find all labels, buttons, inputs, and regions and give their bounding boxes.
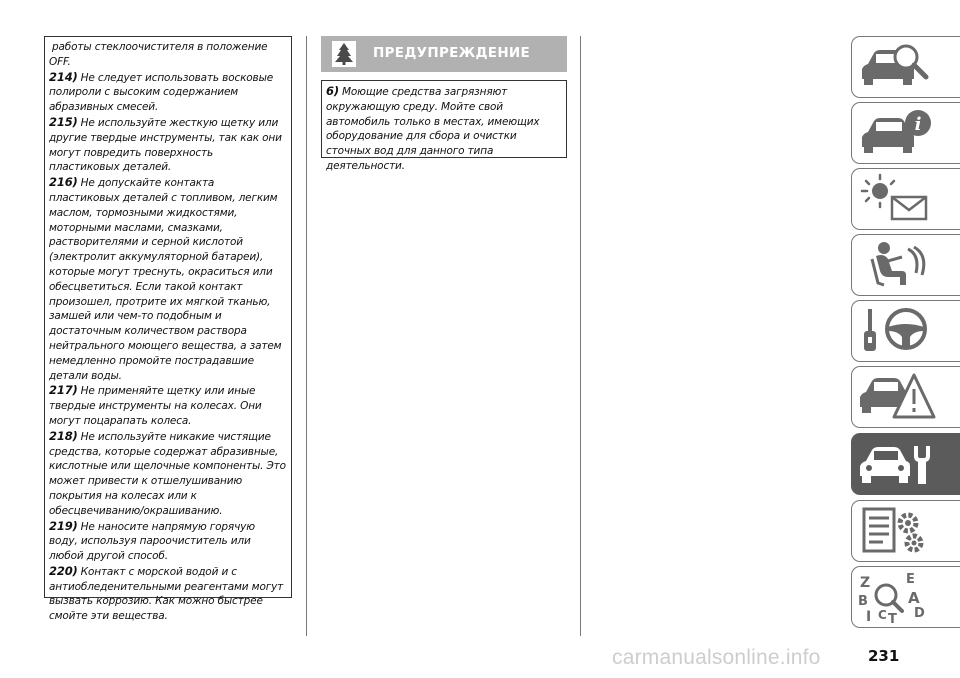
tab-emergency[interactable]: [851, 366, 960, 428]
alphabetical-index-icon: [858, 571, 934, 627]
tab-car-info[interactable]: [851, 102, 960, 164]
car-info-icon: [858, 107, 934, 159]
svg-text:i: i: [914, 114, 922, 135]
index-letter: D: [914, 606, 925, 621]
index-letter: I: [866, 609, 872, 625]
column-divider-left: [306, 36, 307, 636]
note-item: 215) Не используйте жесткую щетку или другие твердые инструменты, так как они могут повредить поверхность пластиковых деталей.: [49, 114, 282, 174]
index-letter: T: [888, 612, 897, 627]
tab-car-search[interactable]: [851, 36, 960, 98]
car-service-tools-icon: [858, 438, 934, 490]
note-item: 217) Не применяйте щетку или иные твердые инструменты на колесах. Они могут поцарапать колеса.: [49, 383, 262, 427]
note-item: 218) Не используйте никакие чистящие средства, которые содержат абразивные, кислотные или щелочные компоненты. Это может привести к отшелушиванию покрытия на колесах или к обесцвечиванию/окрашиванию.: [49, 428, 286, 517]
note-item: работы стеклоочистителя в положение OFF.: [49, 41, 268, 68]
note-item: 220) Контакт с морской водой и с антиобледенительными реагентами могут вызвать коррозию. Как можно быстрее смойте эти вещества.: [49, 563, 284, 623]
index-letter: Z: [860, 575, 871, 591]
note-item: 219) Не наносите напрямую горячую воду, используя пароочиститель или любой другой способ.: [49, 518, 255, 563]
note-item: 214) Не следует использовать восковые полироли с высоким содержанием абразивных смесей.: [49, 69, 274, 114]
warning-body: [321, 80, 567, 172]
warning-number: 6): [326, 84, 339, 98]
index-letter: C: [878, 608, 887, 622]
tree-icon: [332, 41, 356, 67]
key-steering-wheel-icon: [858, 305, 934, 357]
page-number: 231: [868, 647, 900, 665]
column-divider-right: [580, 36, 581, 636]
tab-warning-lights[interactable]: [851, 168, 960, 230]
tab-starting-driving[interactable]: [851, 300, 960, 362]
note-item: 216) Не допускайте контакта пластиковых деталей с топливом, легким маслом, тормозными жидкостями, моторными маслами, смазками, растворителями и серной кислотой (электролит аккумуляторной батареи), которые могут треснуть, окраситься или обесцветиться. Если такой контакт произошел, протрите их мягкой тканью, замшей или чем-то подобным и достаточным количеством раствора нейтрального моющего вещества, а затем немедленно промойте пострадавшие детали воды.: [49, 175, 282, 382]
car-warning-triangle-icon: [858, 371, 934, 423]
warning-title: ПРЕДУПРЕЖДЕНИЕ: [373, 45, 531, 61]
index-letter: B: [858, 594, 868, 609]
car-search-icon: [858, 41, 934, 93]
warning-light-message-icon: [858, 173, 934, 225]
index-letter: A: [908, 589, 920, 607]
warning-header: [321, 36, 567, 72]
specifications-gears-icon: [858, 505, 934, 557]
tab-safety[interactable]: [851, 234, 960, 296]
index-letter: E: [906, 572, 915, 587]
tab-technical-specifications[interactable]: [851, 500, 960, 562]
watermark: carmanualsonline.info: [612, 646, 821, 669]
tab-servicing-maintenance[interactable]: [851, 433, 960, 495]
notes-box: [44, 36, 292, 623]
warning-text: Моющие средства загрязняют окружающую среду. Мойте свой автомобиль только в местах, имеющих оборудование для сбора и очистки сточных вод для данного типа деятельности.: [326, 86, 540, 172]
tab-index[interactable]: [851, 566, 960, 628]
seat-airbag-icon: [858, 239, 934, 291]
